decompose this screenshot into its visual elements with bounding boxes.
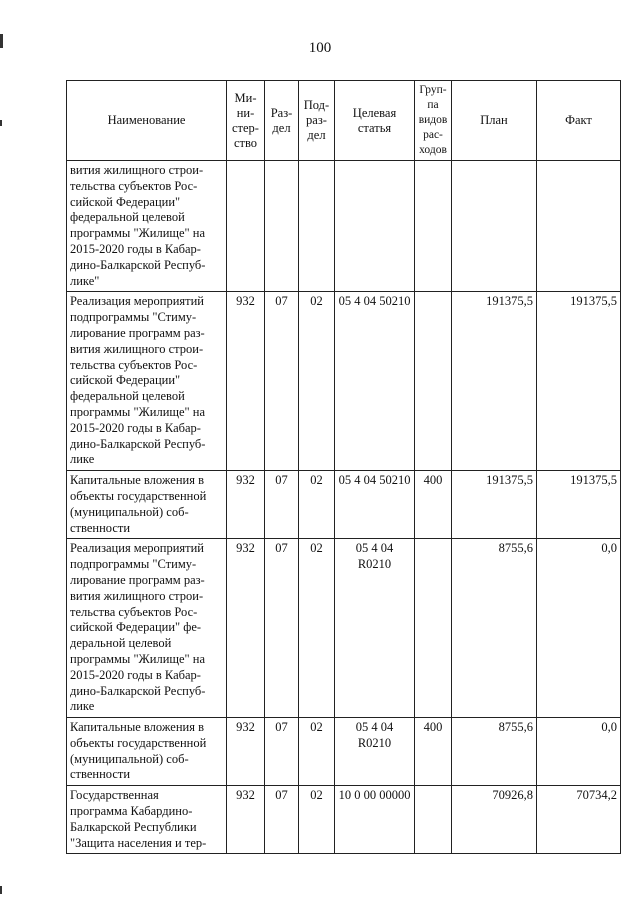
cell-name: Государственная программа Кабардино- Балкарской Республики "Защита населения и тер- [67, 786, 227, 854]
header-ministry: Ми- ни- стер- ство [227, 81, 265, 161]
cell-name: Капитальные вложения в объекты государственной (муниципальной) соб- ственности [67, 471, 227, 539]
cell-target: 05 4 04 R0210 [335, 718, 415, 786]
cell-ministry [227, 161, 265, 292]
cell-fact: 191375,5 [537, 292, 621, 471]
cell-name: Реализация мероприятий подпрограммы "Стиму- лирование программ раз- вития жилищного строи- тельства субъектов Рос- сийской Федерации" фе- деральной целевой программы "Жилище" на 2015-2020 годы в Кабар- дино-Балкарской Респуб- лике [67, 539, 227, 718]
cell-fact: 0,0 [537, 539, 621, 718]
budget-table [66, 80, 621, 854]
cell-target: 05 4 04 50210 [335, 471, 415, 539]
cell-subsection: 02 [299, 539, 335, 718]
cell-ministry: 932 [227, 718, 265, 786]
cell-subsection: 02 [299, 471, 335, 539]
cell-group: 400 [415, 471, 452, 539]
cell-name: Капитальные вложения в объекты государственной (муниципальной) соб- ственности [67, 718, 227, 786]
table-row [67, 161, 621, 292]
header-name: Наименование [67, 81, 227, 161]
cell-plan: 8755,6 [452, 718, 537, 786]
cell-plan: 70926,8 [452, 786, 537, 854]
page-number: 100 [308, 40, 332, 56]
table-header [67, 81, 621, 161]
cell-target: 10 0 00 00000 [335, 786, 415, 854]
cell-plan: 191375,5 [452, 471, 537, 539]
cell-fact: 191375,5 [537, 471, 621, 539]
scan-edge-mark [0, 120, 2, 126]
table-row [67, 471, 621, 539]
cell-section: 07 [265, 718, 299, 786]
cell-section: 07 [265, 471, 299, 539]
cell-group: 400 [415, 718, 452, 786]
cell-section: 07 [265, 786, 299, 854]
cell-subsection [299, 161, 335, 292]
cell-plan [452, 161, 537, 292]
cell-fact: 0,0 [537, 718, 621, 786]
header-expense-group: Груп- па видов рас- ходов [415, 81, 452, 161]
header-fact: Факт [537, 81, 621, 161]
cell-subsection: 02 [299, 292, 335, 471]
cell-name: Реализация мероприятий подпрограммы "Стиму- лирование программ раз- вития жилищного строи- тельства субъектов Рос- сийской Федерации" федеральной целевой программы "Жилище" на 2015-2020 годы в Кабар- дино-Балкарской Респуб- лике [67, 292, 227, 471]
table-row [67, 786, 621, 854]
table-row [67, 718, 621, 786]
cell-target [335, 161, 415, 292]
cell-group [415, 786, 452, 854]
scan-edge-mark [0, 886, 2, 894]
cell-ministry: 932 [227, 471, 265, 539]
cell-ministry: 932 [227, 292, 265, 471]
cell-group [415, 539, 452, 718]
cell-subsection: 02 [299, 786, 335, 854]
cell-name: вития жилищного строи- тельства субъектов Рос- сийской Федерации" федеральной целевой программы "Жилище" на 2015-2020 годы в Кабар- дино-Балкарской Респуб- лике" [67, 161, 227, 292]
cell-subsection: 02 [299, 718, 335, 786]
cell-fact [537, 161, 621, 292]
cell-target: 05 4 04 R0210 [335, 539, 415, 718]
header-plan: План [452, 81, 537, 161]
cell-plan: 8755,6 [452, 539, 537, 718]
cell-ministry: 932 [227, 786, 265, 854]
table-row [67, 292, 621, 471]
header-section: Раз- дел [265, 81, 299, 161]
scan-edge-mark [0, 34, 3, 48]
cell-section: 07 [265, 292, 299, 471]
header-subsection: Под- раз- дел [299, 81, 335, 161]
cell-group [415, 161, 452, 292]
header-target: Целевая статья [335, 81, 415, 161]
cell-plan: 191375,5 [452, 292, 537, 471]
cell-target: 05 4 04 50210 [335, 292, 415, 471]
cell-fact: 70734,2 [537, 786, 621, 854]
cell-section: 07 [265, 539, 299, 718]
cell-section [265, 161, 299, 292]
cell-group [415, 292, 452, 471]
table-row [67, 539, 621, 718]
cell-ministry: 932 [227, 539, 265, 718]
